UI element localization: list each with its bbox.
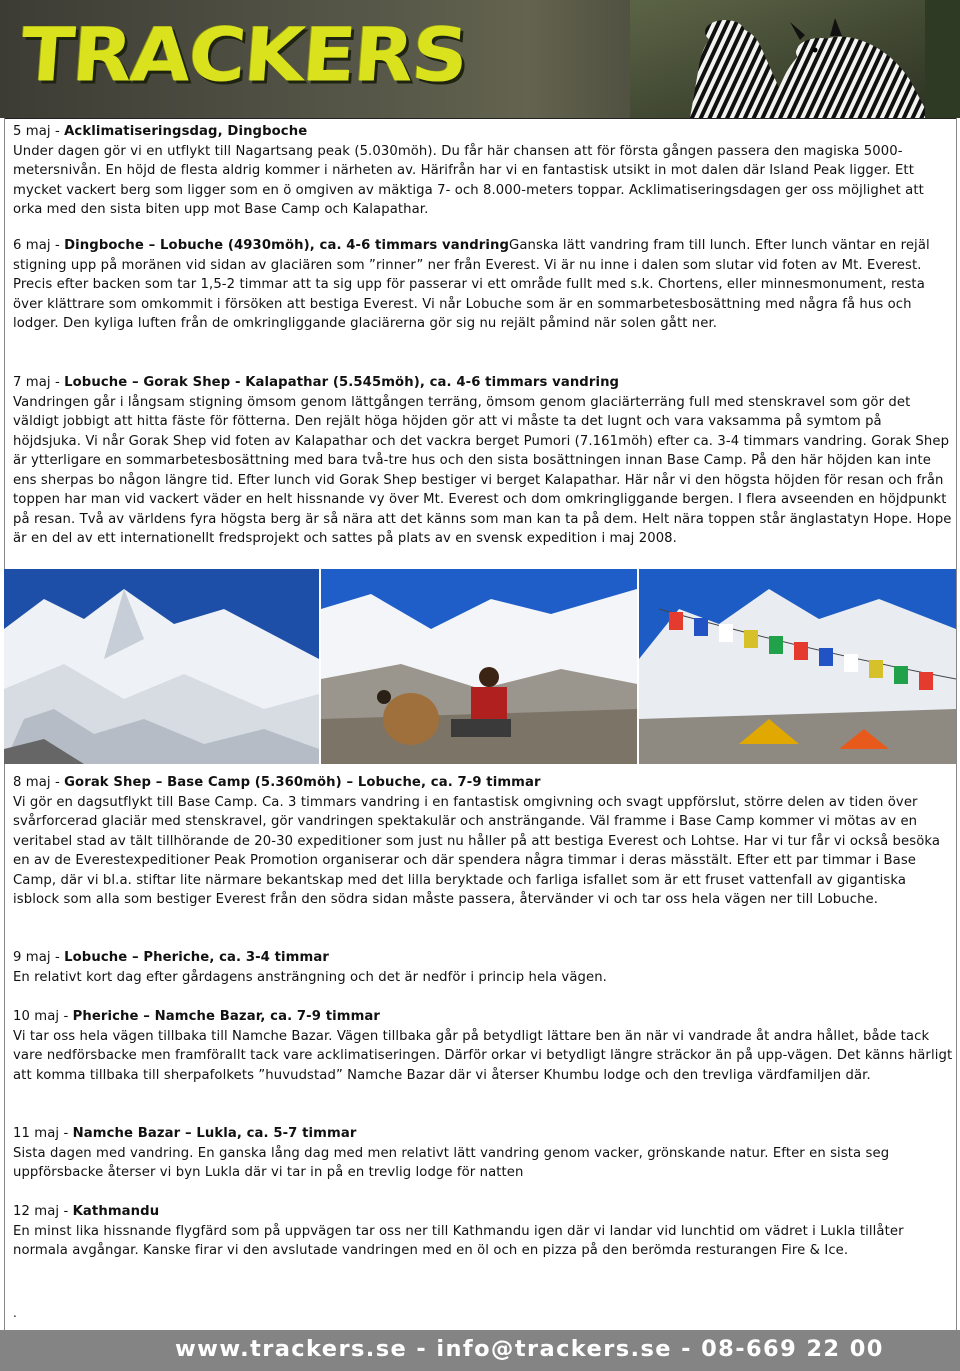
day-date: 8 maj -: [13, 775, 65, 790]
day-title: Lobuche – Gorak Shep - Kalapathar (5.545möh), ca. 4-6 timmars vandring: [64, 375, 620, 390]
day-description: Vandringen går i långsam stigning ömsom genom lättgången terräng, ömsom genom glaciärterräng full med stenskravel som gör det väldigt jobbigt att hitta fäste för fötterna. Den rejält höga höjden gör att vi måste ta det lugnt och vara vaksamma på symtom på höjdsjuka. Vi når Gorak Shep vid foten av Kalapathar och det vackra berget Pumori (7.161möh) efter ca. 3-4 timmars vandring. Gorak Shep är ytterligare en sommarbetesbosättning med bara två-tre hus och den sista bosättningen innan Base Camp. På den här höjden kan inte ens sherpas bo någon längre tid. Efter lunch vid Gorak Shep bestiger vi berget Kalapathar. Här når vi den högsta höjden för resan och från toppen har man vid vackert väder en helt hissnande vy över Mt. Everest och dom omkringliggande bergen. I flera avseenden en höjdpunkt på resan. Två av världens fyra högsta berg är så nära att det känns som man kan ta på dem. Helt nära toppen står änglastatyn Hope. Hope är en del av ett internationellt fredsprojekt och sattes på plats av en svensk expedition i maj 2008.: [13, 394, 952, 546]
header-banner: [0, 0, 960, 118]
day-heading: [13, 1007, 953, 1027]
photo-strip: [4, 569, 956, 764]
day-section-8-maj: [13, 773, 953, 910]
day-date: 10 maj -: [13, 1009, 73, 1024]
footer-contact[interactable]: www.trackers.se - info@trackers.se - 08-669 22 00: [175, 1336, 884, 1362]
day-section-9-maj: [13, 948, 953, 987]
right-border: [956, 118, 957, 1371]
day-date: 11 maj -: [13, 1126, 73, 1141]
base-camp-flags-photo: [639, 569, 956, 764]
trackers-logo: TRACKERS: [18, 13, 470, 99]
day-description: Vi gör en dagsutflykt till Base Camp. Ca. 3 timmars vandring i en fantastisk omgivning och svagt uppförslut, större delen av tiden över svårforcerad glaciär med stenskravel, gör vandringen spektakulär och ansträngande. Väl framme i Base Camp kommer vi mötas av en veritabel stad av tält tillhörande de 20-30 expeditioner som just nu håller på att bestiga Everest och Lohtse. Har vi tur får vi också besöka en av de Everestexpeditioner Peak Promotion organiserar och där spendera några timmar i deras mässtält. Efter ett par timmar i Base Camp, där vi bl.a. stiftar lite närmare bekantskap med det lilla beryktade och farliga isfallet som är ett fruset vattenfall av gigantiska isblock som alla som bestiger Everest från den södra sidan måste passera, återvänder vi och tar oss hela vägen ner till Lobuche.: [13, 794, 941, 907]
day-description: Sista dagen med vandring. En ganska lång dag med men relativt lätt vandring genom vacker, grönskande natur. Efter en sista seg uppförsbacke återser vi byn Lukla där vi tar in på en trevlig lodge för natten: [13, 1145, 890, 1180]
day-title: Namche Bazar – Lukla, ca. 5-7 timmar: [72, 1126, 357, 1141]
day-section-10-maj: [13, 1007, 953, 1085]
day-heading: [13, 122, 953, 142]
day-title: Dingboche – Lobuche (4930möh), ca. 4-6 timmars vandring: [64, 238, 509, 253]
day-heading: [13, 948, 953, 968]
day-description: En minst lika hissnande flygfärd som på uppvägen tar oss ner till Kathmandu igen där vi landar vid lunchtid om vädret i Lukla tillåter normala avgångar. Kanske firar vi den avslutade vandringen med en öl och en pizza på den berömda resturangen Fire & Ice.: [13, 1223, 904, 1258]
day-section-5-maj: [13, 122, 953, 220]
khumbu-icefall-photo: [4, 569, 319, 764]
zebra-photo: [630, 0, 960, 118]
day-description: En relativt kort dag efter gårdagens ansträngning och det är nedför i princip hela vägen.: [13, 969, 607, 985]
day-heading: [13, 1202, 953, 1222]
day-heading: [13, 1124, 953, 1144]
day-title: Pheriche – Namche Bazar, ca. 7-9 timmar: [72, 1009, 381, 1024]
day-date: 6 maj -: [13, 238, 65, 253]
sherpa-porter-photo: [321, 569, 637, 764]
day-heading: [13, 773, 953, 793]
day-description: Under dagen gör vi en utflykt till Nagartsang peak (5.030möh). Du får här chansen att för första gången passera den magiska 5000-metersnivån. En höjd de flesta aldrig kommer i närheten av. Härifrån har vi en fantastisk utsikt in mot dalen där Island Peak ligger. Ett mycket vackert berg som ligger som en ö omgiven av mäktiga 7- och 8.000-meters toppar. Acklimatiseringsdagen ger oss möjlighet att orka med den sista biten upp mot Base Camp och Kalapathar.: [13, 143, 924, 217]
day-description: Ganska lätt vandring fram till lunch. Efter lunch väntar en rejäl stigning upp på moränen vid sidan av glaciären som ”rinner” ner från Everest. Vi är nu inne i dalen som slutar vid foten av Mt. Everest. Precis efter backen som tar 1,5-2 timmar att ta sig upp för passerar vi ett område fullt med s.k. Chortens, eller minnesmonument, resta över klättrare som omkommit i försöken att bestiga Everest. Vi når Lobuche som är en sommarbetesbosättning med några få hus och lodger. Den kyliga luften från de omkringliggande glaciärerna gör sig nu rejält påmind när solen gått ner.: [13, 238, 930, 331]
day-date: 9 maj -: [13, 950, 65, 965]
day-title: Lobuche – Pheriche, ca. 3-4 timmar: [64, 950, 329, 965]
day-title: Kathmandu: [72, 1204, 160, 1219]
header-rule: [4, 118, 956, 119]
day-heading: [13, 373, 953, 393]
stray-dot: .: [13, 1306, 17, 1320]
footer-bar: [0, 1330, 960, 1371]
day-paragraph: [13, 236, 953, 334]
day-description: Vi tar oss hela vägen tillbaka till Namche Bazar. Vägen tillbaka går på betydligt lättare ben än när vi vandrade åt andra hållet, både tack vare nedförsbacke men framförallt tack vare acklimatiseringen. Därför orkar vi betydligt längre sträckor än på upp-vägen. Det känns härligt att komma tillbaka till sherpafolkets ”huvudstad” Namche Bazar där vi återser Khumbu lodge och den trevliga värdfamiljen där.: [13, 1028, 953, 1083]
day-title: Acklimatiseringsdag, Dingboche: [64, 124, 308, 139]
day-section-12-maj: [13, 1202, 953, 1261]
day-section-6-maj: [13, 236, 953, 334]
day-date: 12 maj -: [13, 1204, 73, 1219]
day-date: 7 maj -: [13, 375, 65, 390]
day-date: 5 maj -: [13, 124, 65, 139]
day-title: Gorak Shep – Base Camp (5.360möh) – Lobuche, ca. 7-9 timmar: [64, 775, 541, 790]
day-section-7-maj: [13, 373, 953, 549]
day-section-11-maj: [13, 1124, 953, 1183]
